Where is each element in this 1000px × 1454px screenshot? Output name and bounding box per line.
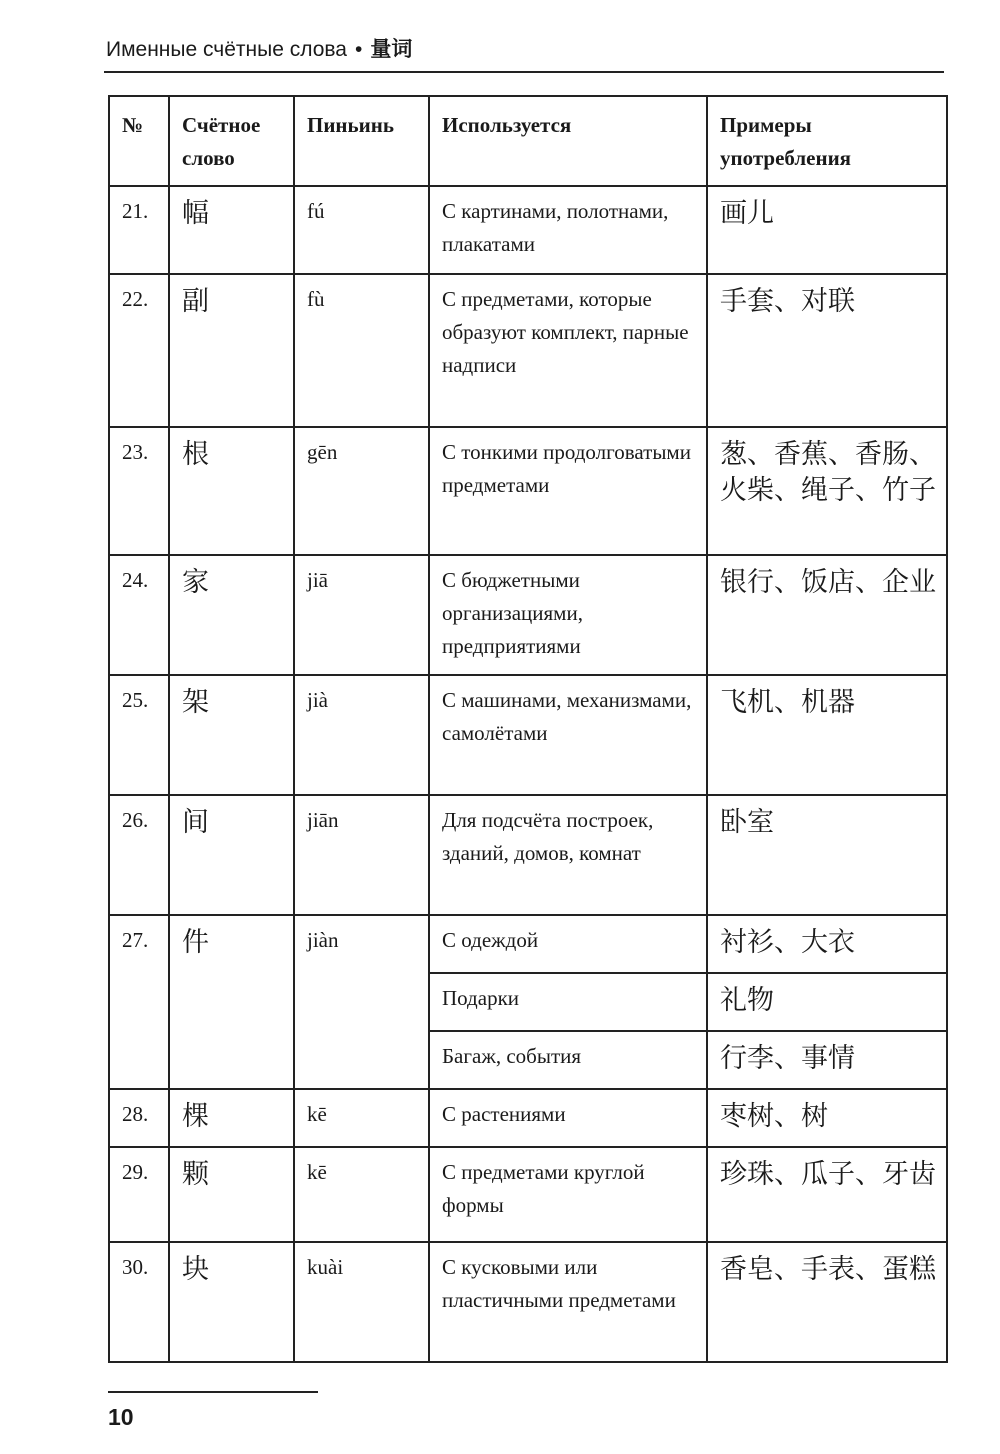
examples: 衬衫、大衣 — [707, 915, 947, 973]
table-row — [109, 795, 947, 915]
pinyin: jià — [294, 675, 429, 795]
header-title: Именные счётные слова — [106, 38, 347, 61]
measure-words-table — [108, 95, 948, 1363]
pinyin: jiān — [294, 795, 429, 915]
usage: Багаж, события — [429, 1031, 707, 1089]
usage: С тонкими продолговатыми предметами — [429, 427, 707, 555]
table-row — [109, 1242, 947, 1362]
table-header-row — [109, 96, 947, 186]
pinyin: gēn — [294, 427, 429, 555]
pinyin: kē — [294, 1147, 429, 1242]
examples: 枣树、树 — [707, 1089, 947, 1147]
examples: 行李、事情 — [707, 1031, 947, 1089]
examples: 画儿 — [707, 186, 947, 274]
examples: 礼物 — [707, 973, 947, 1031]
measure-word: 架 — [169, 675, 294, 795]
column-header-pinyin: Пиньинь — [294, 96, 429, 186]
usage: С бюджетными организациями, предприятиями — [429, 555, 707, 675]
table-row — [109, 274, 947, 427]
row-number: 29. — [109, 1147, 169, 1242]
examples: 香皂、手表、蛋糕 — [707, 1242, 947, 1362]
measure-word: 间 — [169, 795, 294, 915]
measure-word: 家 — [169, 555, 294, 675]
row-number: 26. — [109, 795, 169, 915]
pinyin: fú — [294, 186, 429, 274]
column-header-examples: Примеры употребления — [707, 96, 947, 186]
table-row — [109, 1147, 947, 1242]
usage: С предметами круглой формы — [429, 1147, 707, 1242]
pinyin: fù — [294, 274, 429, 427]
measure-word: 副 — [169, 274, 294, 427]
column-header-usage: Используется — [429, 96, 707, 186]
page-number: 10 — [108, 1404, 134, 1430]
table-row — [109, 675, 947, 795]
examples: 手套、对联 — [707, 274, 947, 427]
usage: С машинами, механизмами, самолётами — [429, 675, 707, 795]
table-row — [109, 1089, 947, 1147]
measure-word: 颗 — [169, 1147, 294, 1242]
column-header-measure-word: Счётное слово — [169, 96, 294, 186]
row-number: 25. — [109, 675, 169, 795]
pinyin: kuài — [294, 1242, 429, 1362]
examples: 飞机、机器 — [707, 675, 947, 795]
table-row — [109, 427, 947, 555]
usage: Для подсчёта построек, зданий, домов, комнат — [429, 795, 707, 915]
measure-word: 棵 — [169, 1089, 294, 1147]
examples: 卧室 — [707, 795, 947, 915]
table-row — [109, 915, 947, 973]
column-header-number: № — [109, 96, 169, 186]
examples: 银行、饭店、企业 — [707, 555, 947, 675]
row-number: 22. — [109, 274, 169, 427]
row-number: 24. — [109, 555, 169, 675]
row-number: 27. — [109, 915, 169, 1089]
measure-word: 块 — [169, 1242, 294, 1362]
usage: С предметами, которые образуют комплект, парные надписи — [429, 274, 707, 427]
row-number: 21. — [109, 186, 169, 274]
usage: С одеждой — [429, 915, 707, 973]
row-number: 28. — [109, 1089, 169, 1147]
usage: С растениями — [429, 1089, 707, 1147]
footer-divider — [108, 1391, 318, 1393]
pinyin: jiā — [294, 555, 429, 675]
header-divider — [104, 71, 944, 73]
header-chinese-title: 量词 — [370, 36, 413, 61]
usage: С картинами, полотнами, плакатами — [429, 186, 707, 274]
examples: 葱、香蕉、香肠、火柴、绳子、竹子 — [707, 427, 947, 555]
measure-word: 件 — [169, 915, 294, 1089]
table-row — [109, 555, 947, 675]
row-number: 23. — [109, 427, 169, 555]
measure-word: 根 — [169, 427, 294, 555]
header-bullet: • — [355, 38, 363, 61]
usage: Подарки — [429, 973, 707, 1031]
row-number: 30. — [109, 1242, 169, 1362]
usage: С кусковыми или пластичными предметами — [429, 1242, 707, 1362]
table-row — [109, 186, 947, 274]
pinyin: jiàn — [294, 915, 429, 1089]
measure-word: 幅 — [169, 186, 294, 274]
examples: 珍珠、瓜子、牙齿 — [707, 1147, 947, 1242]
pinyin: kē — [294, 1089, 429, 1147]
running-header — [106, 34, 412, 65]
